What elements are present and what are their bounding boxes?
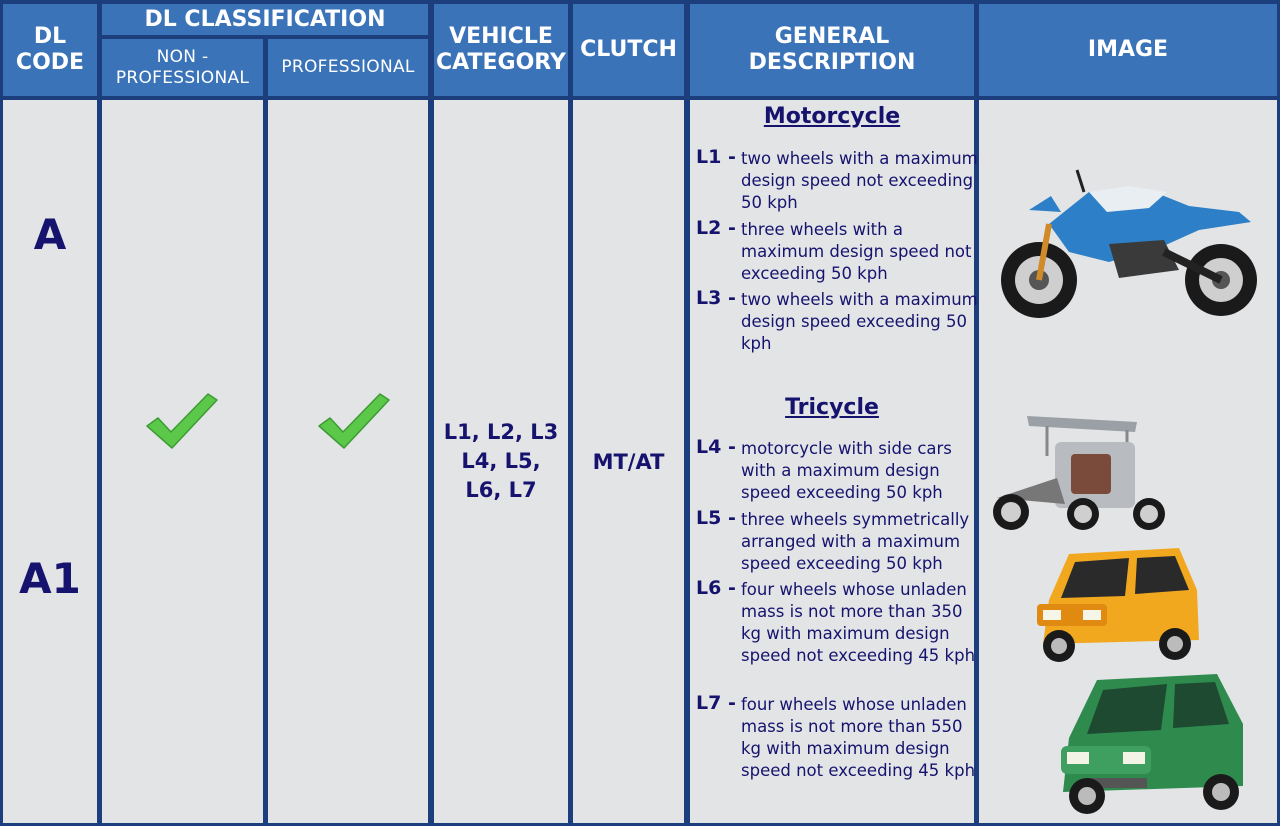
non-professional-cell [102, 100, 263, 823]
checkmark-icon [316, 390, 392, 452]
clutch-cell: MT/AT [573, 100, 684, 823]
checkmark-icon [144, 390, 220, 452]
image-cell [979, 100, 1277, 823]
desc-key: L4 - [696, 436, 736, 458]
desc-text: four wheels whose unladen mass is not more than 350 kg with maximum design speed not exceeding 45 kph [741, 580, 976, 665]
tricycle-image [987, 408, 1177, 538]
header-professional: PROFESSIONAL [268, 39, 428, 96]
desc-key: L3 - [696, 287, 736, 309]
yellow-quadricycle-image [1029, 540, 1209, 670]
desc-text: three wheels with a maximum design speed not exceeding 50 kph [741, 220, 972, 283]
desc-text: two wheels with a maximum design speed exceeding 50 kph [741, 290, 978, 353]
desc-text: two wheels with a maximum design speed not exceeding 50 kph [741, 149, 978, 212]
header-clutch: CLUTCH [573, 4, 684, 96]
green-quadricycle-image [1057, 668, 1257, 818]
desc-key: L7 - [696, 692, 736, 714]
desc-key: L2 - [696, 217, 736, 239]
motorcycle-title: Motorcycle [763, 104, 901, 129]
desc-key: L6 - [696, 577, 736, 599]
desc-text: three wheels symmetrically arranged with a maximum speed exceeding 50 kph [741, 510, 970, 573]
desc-text: four wheels whose unladen mass is not more than 550 kg with maximum design speed not exceeding 45 kph [741, 695, 976, 780]
desc-text: motorcycle with side cars with a maximum design speed exceeding 50 kph [741, 439, 952, 502]
desc-key: L1 - [696, 146, 736, 168]
motorcycle-image [989, 152, 1269, 322]
header-non-professional: NON - PROFESSIONAL [102, 39, 263, 96]
header-dl-code: DL CODE [3, 4, 97, 96]
dl-code-a1: A1 [19, 554, 81, 603]
dl-code-cell [3, 100, 97, 823]
vehicle-category-cell: L1, L2, L3 L4, L5, L6, L7 [434, 100, 568, 823]
desc-key: L5 - [696, 507, 736, 529]
professional-cell [268, 100, 428, 823]
header-general-description: GENERAL DESCRIPTION [690, 4, 974, 96]
header-vehicle-category: VEHICLE CATEGORY [434, 4, 568, 96]
header-dl-classification: DL CLASSIFICATION [102, 4, 428, 35]
header-image: IMAGE [979, 4, 1277, 96]
tricycle-title: Tricycle [785, 395, 879, 420]
dl-code-a: A [33, 210, 67, 259]
general-description-cell [690, 100, 978, 823]
